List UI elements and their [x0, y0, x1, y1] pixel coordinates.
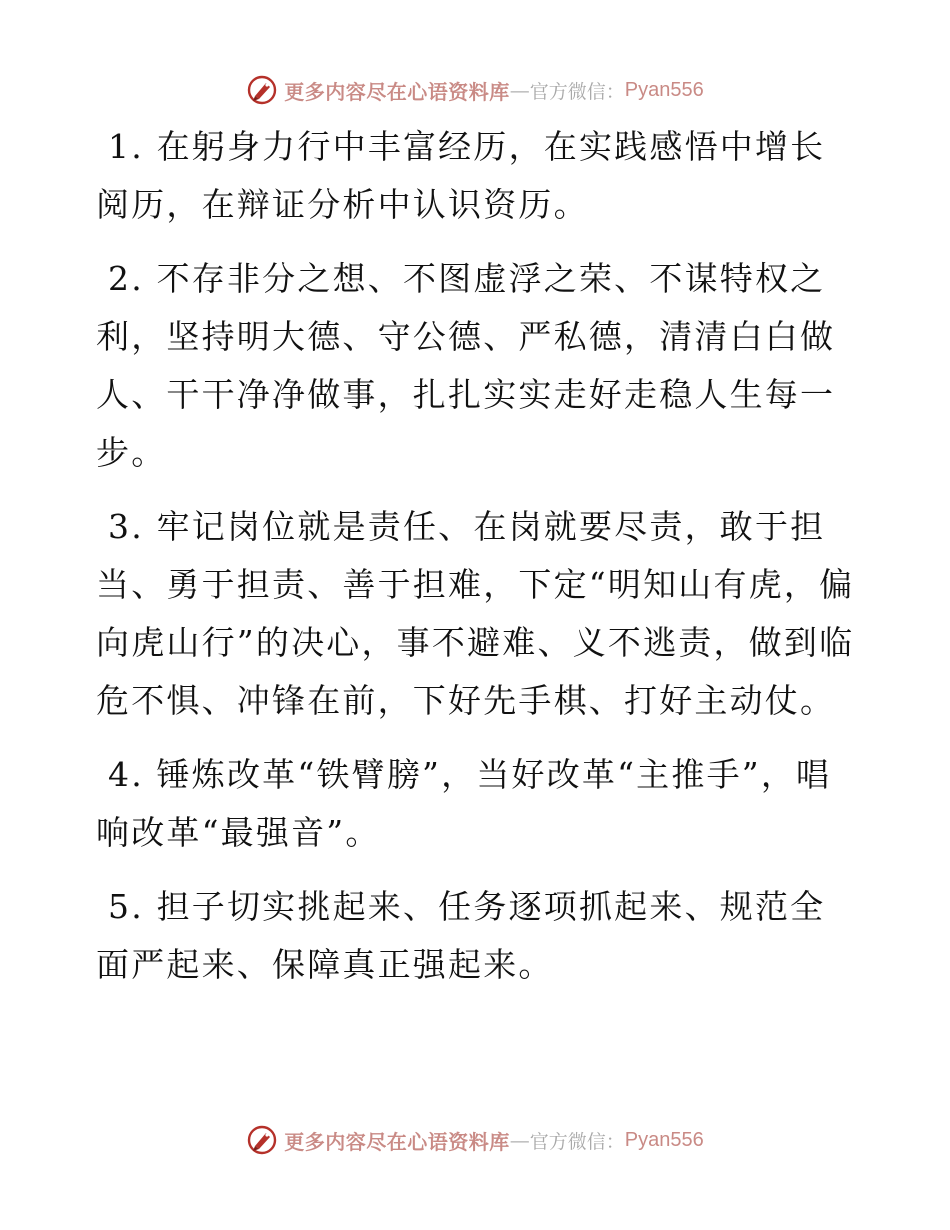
watermark-wechat-label: 官方微信：	[529, 80, 625, 103]
list-item-3: 3. 牢记岗位就是责任、在岗就要尽责，敢于担当、勇于担责、善于担难，下定“明知山有虎，偏向虎山行”的决心，事不避难、义不逃责，做到临危不惧、冲锋在前，下好先手棋、打好主动仗。	[96, 507, 855, 720]
list-item-1: 1. 在躬身力行中丰富经历，在实践感悟中增长阅历，在辩证分析中认识资历。	[96, 127, 826, 224]
list-item-2: 2. 不存非分之想、不图虚浮之荣、不谋特权之利，坚持明大德、守公德、严私德，清清白白做人、干干净净做事，扎扎实实走好走稳人生每一步。	[96, 259, 836, 472]
pen-logo-icon	[246, 74, 278, 106]
watermark-wechat-label: 官方微信：	[529, 1130, 625, 1153]
watermark-separator: —	[509, 78, 530, 102]
header-watermark	[0, 70, 950, 110]
pen-logo-icon	[246, 1124, 278, 1156]
footer-watermark	[0, 1120, 950, 1160]
list-item-4: 4. 锤炼改革“铁臂膀”，当好改革“主推手”，唱响改革“最强音”。	[96, 755, 832, 852]
watermark-brand-text: 更多内容尽在心语资料库	[284, 79, 510, 104]
document-body	[96, 118, 856, 1010]
watermark-wechat-id: Pyan556	[624, 78, 704, 101]
watermark-wechat-id: Pyan556	[624, 1128, 704, 1151]
list-item-5: 5. 担子切实挑起来、任务逐项抓起来、规范全面严起来、保障真正强起来。	[96, 887, 826, 984]
watermark-separator: —	[509, 1128, 530, 1152]
watermark-brand-text: 更多内容尽在心语资料库	[284, 1129, 510, 1154]
